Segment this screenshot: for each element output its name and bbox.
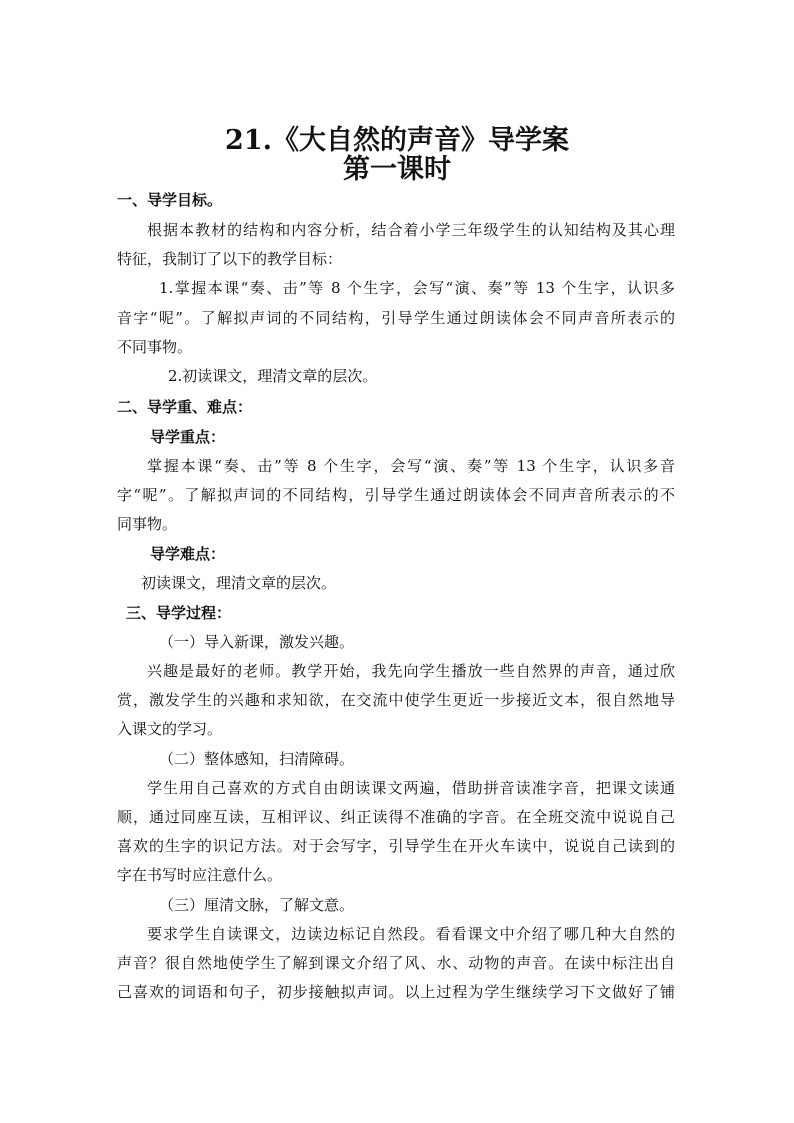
paragraph-line: 顺，通过同座互读，互相评议、纠正读得不准确的字音。在全班交流中说说自己 [117, 808, 675, 826]
paragraph-line: 2.初读课文，理清文章的层次。 [168, 367, 378, 385]
paragraph-line: 不同事物。 [117, 338, 193, 356]
paragraph-line: 字“呢”。了解拟声词的不同结构，引导学生通过朗读体会不同声音所表示的不 [117, 486, 675, 504]
document-title: 21.《大自然的声音》导学案 [225, 125, 569, 156]
paragraph-line: 根据本教材的结构和内容分析，结合着小学三年级学生的认知结构及其心理 [147, 221, 675, 239]
paragraph-line: 1.掌握本课“奏、击”等 8 个生字，会写“演、奏”等 13 个生字，认识多 [159, 279, 675, 297]
paragraph-line: 同事物。 [117, 515, 178, 533]
paragraph-line: 入课文的学习。 [117, 720, 223, 738]
paragraph-line: 初读课文，理清文章的层次。 [141, 574, 337, 592]
paragraph-line: 赏，激发学生的兴趣和求知欲，在交流中使学生更近一步接近文本，很自然地导 [117, 691, 675, 709]
section-heading-goals: 一、导学目标。 [117, 191, 223, 209]
paragraph-line: 喜欢的生字的识记方法。对于会写字，引导学生在开火车读中，说说自己读到的 [117, 837, 675, 855]
subheading-difficulty: 导学难点： [150, 545, 226, 563]
process-step-heading: （二）整体感知，扫清障碍。 [159, 750, 355, 768]
paragraph-line: 兴趣是最好的老师。教学开始，我先向学生播放一些自然界的声音，通过欣 [147, 662, 675, 680]
paragraph-line: 要求学生自读课文，边读边标记自然段。看看课文中介绍了哪几种大自然的 [147, 925, 675, 943]
paragraph-line: 学生用自己喜欢的方式自由朗读课文两遍，借助拼音读准字音，把课文读通 [147, 779, 675, 797]
process-step-heading: （三）厘清文脉，了解文意。 [159, 896, 355, 914]
paragraph-line: 声音？很自然地使学生了解到课文介绍了风、水、动物的声音。在读中标注出自 [117, 954, 675, 972]
paragraph-line: 音字“呢”。了解拟声词的不同结构，引导学生通过朗读体会不同声音所表示的 [117, 309, 675, 327]
section-heading-key-points: 二、导学重、难点： [117, 398, 253, 416]
section-heading-process: 三、导学过程： [126, 604, 232, 622]
paragraph-line: 己喜欢的词语和句子，初步接触拟声词。以上过程为学生继续学习下文做好了铺 [117, 983, 675, 1001]
document-subtitle: 第一课时 [343, 154, 451, 185]
paragraph-line: 字在书写时应注意什么。 [117, 866, 283, 884]
paragraph-line: 掌握本课“奏、击”等 8 个生字，会写“演、奏”等 13 个生字，认识多音 [147, 457, 675, 475]
paragraph-line: 特征，我制订了以下的教学目标： [117, 250, 343, 268]
process-step-heading: （一）导入新课，激发兴趣。 [159, 633, 355, 651]
subheading-key: 导学重点： [150, 428, 226, 446]
